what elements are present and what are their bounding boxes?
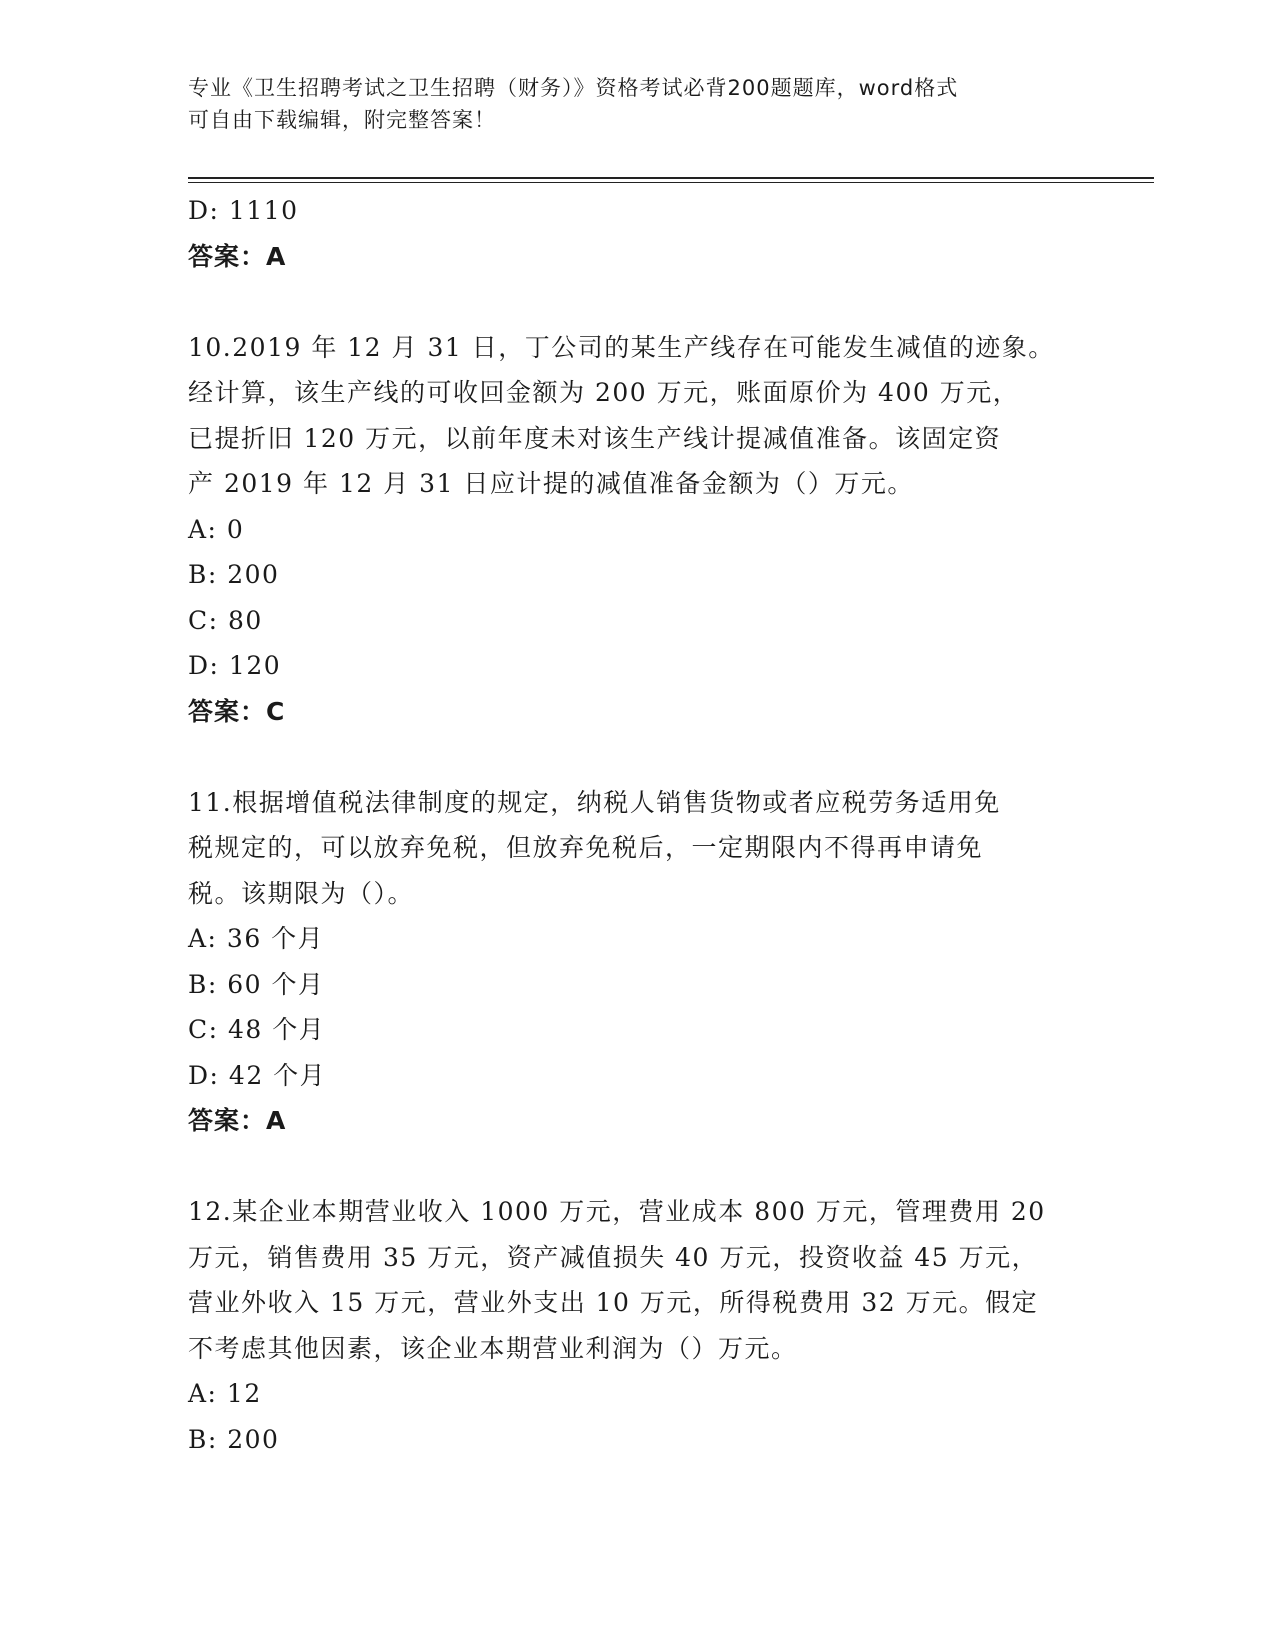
header-divider-thin [188, 182, 1154, 183]
spacer [188, 279, 1088, 325]
option-a: A: 0 [188, 514, 245, 544]
header-line-2: 可自由下载编辑，附完整答案！ [188, 108, 496, 132]
question-text-line: 已提折旧 120 万元，以前年度未对该生产线计提减值准备。该固定资 [188, 423, 1002, 453]
document-header [188, 72, 1068, 136]
answer: 答案：A [188, 1106, 287, 1135]
document-body [188, 188, 1088, 1462]
question-9 [188, 188, 1088, 279]
question-text-line: 产 2019 年 12 月 31 日应计提的减值准备金额为（）万元。 [188, 469, 914, 498]
answer: 答案：C [188, 696, 286, 726]
option-c: C: 48 个月 [188, 1015, 326, 1044]
question-10 [188, 325, 1088, 735]
header-line-1: 专业《卫生招聘考试之卫生招聘（财务）》资格考试必背200题题库，word格式 [188, 76, 959, 100]
spacer [188, 734, 1088, 780]
option-b: B: 60 个月 [188, 969, 325, 999]
question-text-line: 税规定的，可以放弃免税，但放弃免税后，一定期限内不得再申请免 [188, 833, 984, 862]
question-text-line: 营业外收入 15 万元，营业外支出 10 万元，所得税费用 32 万元。假定 [188, 1288, 1039, 1317]
option-b: B: 200 [188, 1424, 280, 1454]
option-d: D: 42 个月 [188, 1060, 327, 1090]
question-text-line: 不考虑其他因素，该企业本期营业利润为（）万元。 [188, 1333, 798, 1363]
option-b: B: 200 [188, 560, 280, 589]
question-text-line: 11.根据增值税法律制度的规定，纳税人销售货物或者应税劳务适用免 [188, 787, 1001, 817]
spacer [188, 1144, 1088, 1190]
question-text-line: 10.2019 年 12 月 31 日，丁公司的某生产线存在可能发生减值的迹象。 [188, 332, 1055, 362]
header-divider-thick [188, 177, 1154, 179]
question-text-line: 12.某企业本期营业收入 1000 万元，营业成本 800 万元，管理费用 20 [188, 1197, 1046, 1226]
question-text-line: 万元，销售费用 35 万元，资产减值损失 40 万元，投资收益 45 万元， [188, 1242, 1039, 1272]
question-text-line: 经计算，该生产线的可收回金额为 200 万元，账面原价为 400 万元， [188, 378, 1020, 407]
question-text-line: 税。该期限为（）。 [188, 878, 415, 908]
option-c: C: 80 [188, 605, 263, 635]
option-a: A: 36 个月 [188, 924, 325, 953]
option-d: D: 120 [188, 651, 282, 680]
option-a: A: 12 [188, 1379, 262, 1408]
option-d: D: 1110 [188, 196, 299, 225]
question-12 [188, 1189, 1088, 1462]
question-11 [188, 780, 1088, 1144]
answer: 答案：A [188, 241, 287, 271]
